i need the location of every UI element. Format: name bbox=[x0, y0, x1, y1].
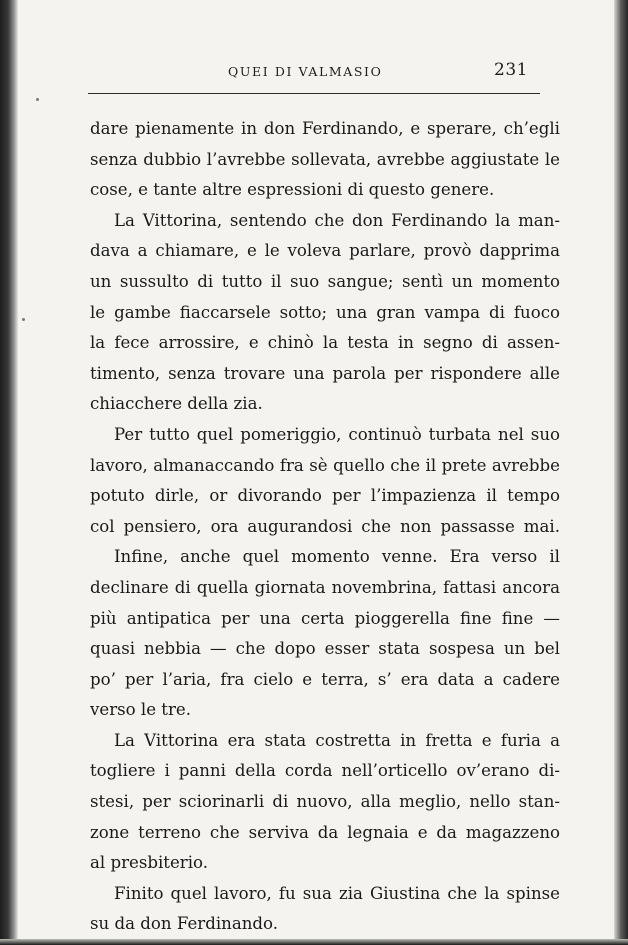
text-line: cose, e tante altre espressioni di questo genere. bbox=[90, 180, 495, 200]
page-binding-shadow bbox=[0, 0, 18, 945]
text-line: lavoro, almanaccando fra sè quello che il prete avrebbe bbox=[90, 455, 560, 475]
text-line: chiacchere della zia. bbox=[90, 394, 263, 414]
text-line: quasi nebbia — che dopo esser stata sospesa un bel bbox=[90, 639, 560, 659]
text-line: su da don Ferdinando. bbox=[90, 914, 278, 934]
text-line: declinare di quella giornata novembrina, fattasi ancora bbox=[90, 577, 560, 597]
print-speck bbox=[36, 98, 39, 101]
running-head bbox=[88, 62, 540, 86]
text-line: la fece arrossire, e chinò la testa in segno di assen- bbox=[90, 333, 560, 353]
text-line: potuto dirle, or divorando per l’impazienza il tempo bbox=[90, 486, 560, 506]
text-line: verso le tre. bbox=[90, 700, 192, 720]
text-line: Finito quel lavoro, fu sua zia Giustina che la spinse bbox=[114, 883, 560, 903]
text-line: La Vittorina era stata costretta in fretta e furia a bbox=[114, 730, 560, 750]
text-line: dare pienamente in don Ferdinando, e sperare, ch’egli bbox=[90, 119, 560, 138]
page-edge-shadow bbox=[614, 0, 628, 945]
text-line: più antipatica per una certa pioggerella fine fine — bbox=[90, 608, 560, 628]
text-line: un sussulto di tutto il suo sangue; sentì un momento bbox=[90, 271, 560, 291]
text-line: al presbiterio. bbox=[90, 853, 208, 873]
text-line: Per tutto quel pomeriggio, continuò turbata nel suo bbox=[114, 424, 560, 444]
header-rule bbox=[88, 93, 540, 94]
text-line: Infine, anche quel momento venne. Era verso il bbox=[114, 547, 560, 567]
text-line: dava a chiamare, e le voleva parlare, provò dapprima bbox=[90, 241, 560, 261]
text-line: stesi, per sciorinarli di nuovo, alla meglio, nello stan- bbox=[90, 792, 560, 812]
text-line: togliere i panni della corda nell’orticello ov’erano di- bbox=[90, 761, 560, 781]
print-speck bbox=[22, 318, 25, 321]
text-line: po’ per l’aria, fra cielo e terra, s’ era data a cadere bbox=[90, 669, 560, 689]
text-line: senza dubbio l’avrebbe sollevata, avrebbe aggiustate le bbox=[90, 149, 560, 169]
text-line: le gambe fiaccarsele sotto; una gran vampa di fuoco bbox=[90, 302, 560, 322]
text-line: La Vittorina, sentendo che don Ferdinando la man- bbox=[114, 210, 560, 230]
running-title: QUEI DI VALMASIO bbox=[228, 64, 383, 79]
text-line: col pensiero, ora augurandosi che non passasse mai. bbox=[90, 516, 560, 536]
body-text bbox=[90, 114, 560, 940]
page-number: 231 bbox=[494, 60, 528, 80]
text-line: timento, senza trovare una parola per rispondere alle bbox=[90, 363, 560, 383]
text-line: zone terreno che serviva da legnaia e da magazzeno bbox=[90, 822, 560, 842]
